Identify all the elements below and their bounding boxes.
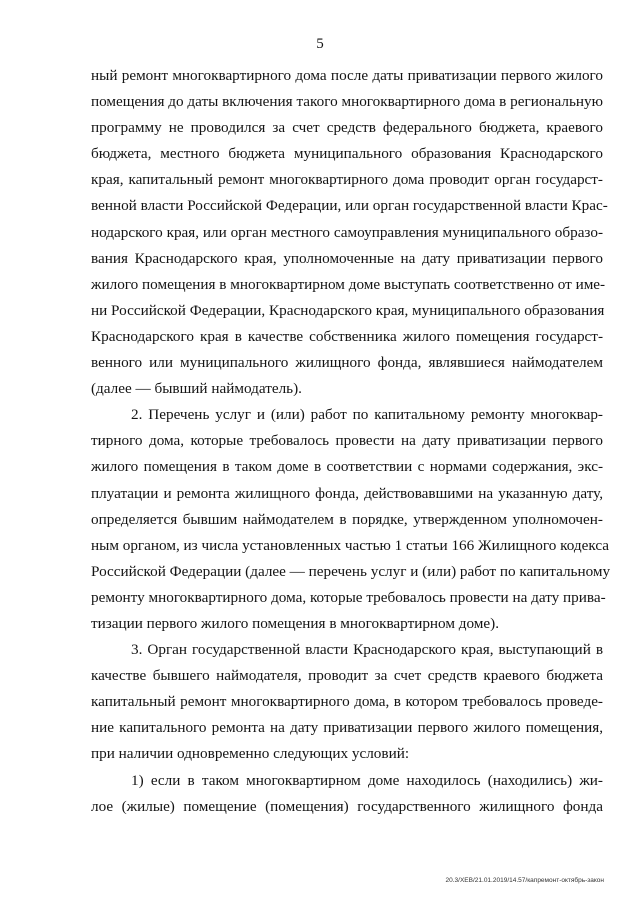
text-line: жилого помещения в таком доме в соответствии с нормами содержания, экс- bbox=[91, 458, 603, 476]
text-line: нодарского края, или орган местного самоуправления муниципального образо- bbox=[91, 223, 603, 241]
text-line: вания Краснодарского края, уполномоченные на дату приватизации первого bbox=[91, 249, 603, 267]
text-line: 1) если в таком многоквартирном доме находилось (находились) жи- bbox=[131, 771, 603, 789]
text-line: ние капитального ремонта на дату приватизации первого жилого помещения, bbox=[91, 719, 603, 737]
text-line: жилого помещения в многоквартирном доме выступать соответственно от име- bbox=[91, 275, 606, 293]
text-line: Российской Федерации (далее — перечень услуг и (или) работ по капитальному bbox=[91, 562, 611, 580]
text-line: 2. Перечень услуг и (или) работ по капитальному ремонту многоквар- bbox=[131, 406, 603, 424]
text-line: (далее — бывший наймодатель). bbox=[91, 380, 302, 398]
text-line: ремонту многоквартирного дома, которые требовалось провести на дату прива- bbox=[91, 588, 606, 606]
text-line: при наличии одновременно следующих условий: bbox=[91, 745, 410, 763]
text-line: капитальный ремонт многоквартирного дома, в котором требовалось проведе- bbox=[91, 693, 603, 711]
text-line: помещения до даты включения такого многоквартирного дома в региональную bbox=[91, 93, 603, 111]
document-body bbox=[91, 63, 611, 820]
text-line: тизации первого жилого помещения в многоквартирном доме). bbox=[91, 614, 500, 632]
text-line: ный ремонт многоквартирного дома после даты приватизации первого жилого bbox=[91, 67, 603, 84]
text-line: венного или муниципального жилищного фонда, являвшиеся наймодателем bbox=[91, 354, 603, 372]
text-line: края, капитальный ремонт многоквартирного дома проводит орган государст- bbox=[91, 171, 603, 189]
text-line: бюджета, местного бюджета муниципального образования Краснодарского bbox=[91, 145, 603, 163]
text-line: ни Российской Федерации, Краснодарского края, муниципального образования bbox=[91, 301, 605, 319]
text-line: программу не проводился за счет средств федерального бюджета, краевого bbox=[91, 119, 603, 137]
text-line: плуатации и ремонта жилищного фонда, действовавшими на указанную дату, bbox=[91, 484, 603, 502]
text-line: Краснодарского края в качестве собственника жилого помещения государст- bbox=[91, 327, 603, 345]
footer-document-code: 20.3/ХЕВ/21.01.2019/14.57/капремонт-октябрь-закон bbox=[445, 877, 604, 884]
text-line: 3. Орган государственной власти Краснодарского края, выступающий в bbox=[131, 641, 603, 659]
text-line: определяется бывшим наймодателем в порядке, утвержденном уполномочен- bbox=[91, 510, 603, 528]
text-line: тирного дома, которые требовалось провести на дату приватизации первого bbox=[91, 432, 603, 450]
text-line: качестве бывшего наймодателя, проводит за счет средств краевого бюджета bbox=[91, 667, 603, 685]
text-line: ным органом, из числа установленных частью 1 статьи 166 Жилищного кодекса bbox=[91, 536, 610, 554]
text-line: венной власти Российской Федерации, или орган государственной власти Крас- bbox=[91, 197, 608, 215]
page-number: 5 bbox=[316, 36, 324, 52]
text-line: лое (жилые) помещение (помещения) государственного жилищного фонда bbox=[91, 797, 603, 815]
